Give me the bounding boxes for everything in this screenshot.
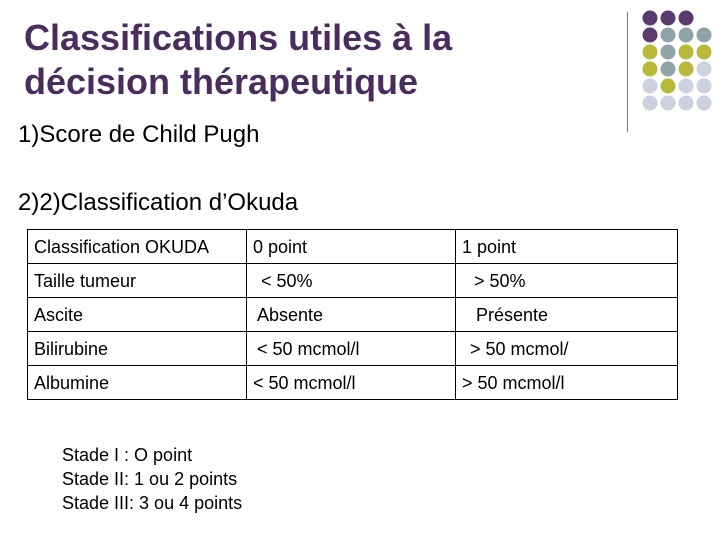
table-cell: > 50 mcmol/l: [456, 366, 678, 400]
table-cell: > 50%: [456, 264, 678, 298]
decorative-dot: [661, 28, 676, 43]
header-cell: 0 point: [247, 230, 456, 264]
stage-list: [62, 443, 242, 515]
decorative-dot: [679, 96, 694, 111]
decorative-dot: [661, 79, 676, 94]
decorative-dot: [643, 28, 658, 43]
table-cell: Présente: [456, 298, 678, 332]
decorative-dot: [661, 45, 676, 60]
header-cell: Classification OKUDA: [28, 230, 247, 264]
decorative-dot: [679, 62, 694, 77]
decorative-dot: [679, 11, 694, 26]
table-row: [28, 366, 678, 400]
decorative-dot: [697, 62, 712, 77]
list-item-child-pugh: 1)Score de Child Pugh: [18, 121, 260, 148]
table-cell: Absente: [247, 298, 456, 332]
table-cell: > 50 mcmol/: [456, 332, 678, 366]
table-row: [28, 332, 678, 366]
decorative-dot: [661, 62, 676, 77]
decorative-dot: [643, 79, 658, 94]
decorative-dot: [679, 28, 694, 43]
table-cell: < 50 mcmol/l: [247, 366, 456, 400]
table-cell: < 50%: [247, 264, 456, 298]
decorative-dot: [643, 45, 658, 60]
table-cell: Taille tumeur: [28, 264, 247, 298]
decorative-dot-grid: [640, 10, 720, 120]
stage-item: Stade II: 1 ou 2 points: [62, 469, 238, 489]
decorative-dot: [679, 45, 694, 60]
stage-item: Stade III: 3 ou 4 points: [62, 493, 243, 513]
decorative-dot: [661, 11, 676, 26]
table-row: [28, 264, 678, 298]
decorative-dot: [679, 79, 694, 94]
okuda-table: [27, 229, 678, 400]
decorative-dot: [697, 79, 712, 94]
decorative-dot: [697, 45, 712, 60]
decorative-dot: [643, 11, 658, 26]
title-line-2: décision thérapeutique: [24, 61, 419, 102]
stage-item: Stade I : O point: [62, 445, 193, 465]
table-cell: Bilirubine: [28, 332, 247, 366]
decorative-dot: [697, 96, 712, 111]
list-item-okuda: 2)2)Classification d’Okuda: [18, 189, 299, 216]
decorative-dot: [643, 96, 658, 111]
slide-title: [24, 16, 584, 104]
decorative-dot: [643, 62, 658, 77]
table-header-row: [28, 230, 678, 264]
decorative-dot: [661, 96, 676, 111]
table-cell: < 50 mcmol/l: [247, 332, 456, 366]
table-cell: Albumine: [28, 366, 247, 400]
table-row: [28, 298, 678, 332]
table-cell: Ascite: [28, 298, 247, 332]
decorative-dot: [697, 28, 712, 43]
title-line-1: Classifications utiles à la: [24, 17, 453, 58]
decorative-divider: [627, 12, 628, 132]
header-cell: 1 point: [456, 230, 678, 264]
